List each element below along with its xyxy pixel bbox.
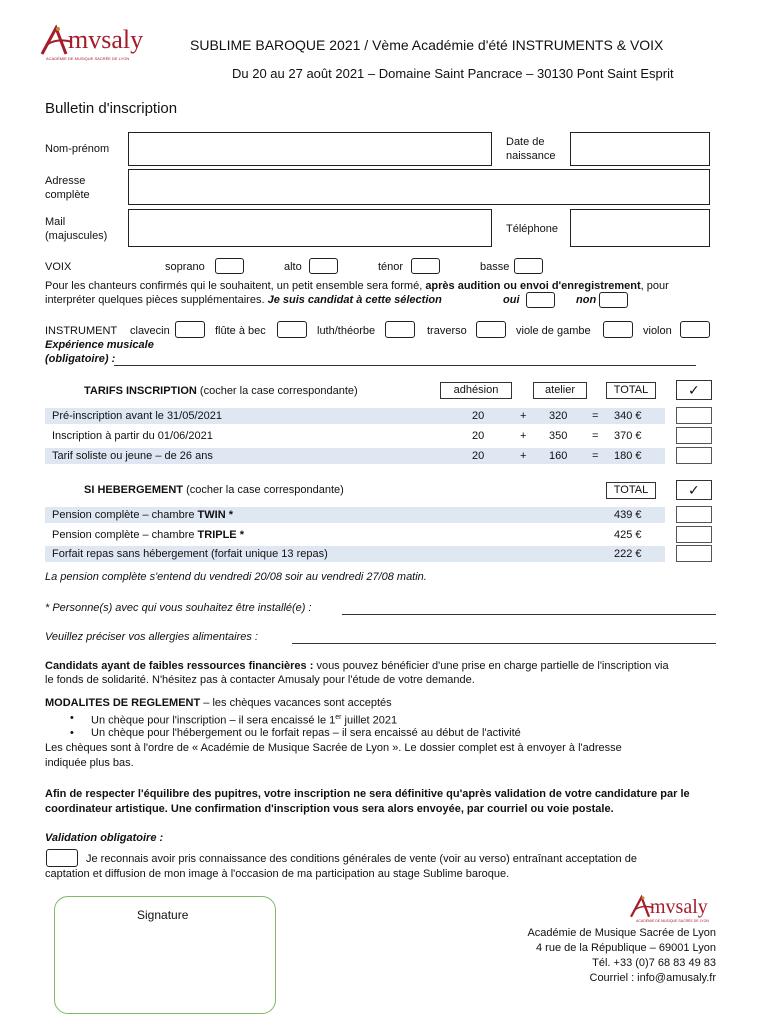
footer-logo-text: mvsaly [650, 896, 708, 918]
allergies-input-line[interactable] [292, 630, 716, 644]
address-line-2: 4 rue de la République – 69001 Lyon [535, 942, 716, 954]
voix-option-tenor: ténor [378, 261, 404, 273]
bullet-2-dot: • [70, 727, 74, 739]
instrument-viole-checkbox[interactable] [603, 321, 633, 338]
validation-checkbox[interactable] [46, 849, 78, 867]
tarif-row-3-plus: + [520, 450, 527, 462]
instrument-label: INSTRUMENT [45, 325, 118, 337]
heb-row-2-label [52, 527, 244, 543]
heb-row-2-total: 425 € [614, 529, 642, 541]
experience-label-1: Expérience musicale [45, 339, 154, 351]
tarif-row-2-plus: + [520, 430, 527, 442]
voix-option-basse: basse [480, 261, 510, 273]
page-title: SUBLIME BAROQUE 2021 / Vème Académie d'été INSTRUMENTS & VOIX [190, 37, 664, 53]
personne-label: * Personne(s) avec qui vous souhaitez être installé(e) : [45, 602, 312, 614]
candidats-line2: le fonds de solidarité. N'hésitez pas à contacter Amusaly pour l'étude de votre demande. [45, 674, 475, 686]
tarif-row-2-checkbox[interactable] [676, 427, 712, 444]
tarif-row-2-label: Inscription à partir du 01/06/2021 [52, 430, 213, 442]
form-title: Bulletin d'inscription [45, 100, 178, 117]
hebergement-title-bold: SI HEBERGEMENT [84, 484, 184, 496]
heb-row-2-label-b: TRIPLE * [197, 529, 244, 541]
heb-row-1-label-b: TWIN * [197, 509, 233, 521]
cheques-line2: indiquée plus bas. [45, 757, 134, 769]
modalites-bold: MODALITES DE REGLEMENT [45, 697, 201, 709]
selection-non-label: non [576, 294, 597, 306]
heb-row-3-total: 222 € [614, 548, 642, 560]
voix-basse-checkbox[interactable] [514, 258, 543, 274]
heb-row-2-label-a: Pension complète – chambre [52, 529, 198, 541]
tarif-row-2-adhesion: 20 [472, 430, 485, 442]
adresse-field[interactable] [128, 169, 710, 205]
page-subtitle: Du 20 au 27 août 2021 – Domaine Saint Pancrace – 30130 Pont Saint Esprit [232, 66, 674, 81]
tarifs-title-note: (cocher la case correspondante) [196, 385, 358, 397]
instrument-option-traverso: traverso [427, 325, 467, 337]
equilibre-line2: coordinateur artistique. Une confirmation d'inscription vous sera alors envoyée, par courriel ou voie postale. [45, 803, 614, 815]
adresse-label-1: Adresse [45, 175, 86, 187]
heb-row-1-checkbox[interactable] [676, 506, 712, 523]
heb-row-1-label-a: Pension complète – chambre [52, 509, 198, 521]
voix-note-2b: Je suis candidat à cette sélection [267, 294, 442, 306]
col-total-header: TOTAL [606, 382, 656, 399]
selection-oui-label: oui [503, 294, 520, 306]
tarifs-title-bold: TARIFS INSCRIPTION [84, 385, 197, 397]
heb-row-3-label-a: Forfait repas sans hébergement (forfait unique 13 repas) [52, 548, 328, 560]
checkmark-icon: ✓ [688, 382, 700, 398]
col-adhesion-header: adhésion [440, 382, 512, 399]
instrument-option-flute: flûte à bec [215, 325, 266, 337]
tarif-row-3-adhesion: 20 [472, 450, 485, 462]
instrument-option-viole: viole de gambe [516, 325, 591, 337]
tarif-row-3-checkbox[interactable] [676, 447, 712, 464]
pension-note: La pension complète s'entend du vendredi 20/08 soir au vendredi 27/08 matin. [45, 571, 427, 583]
bullet-1-dot: • [70, 712, 74, 724]
voix-tenor-checkbox[interactable] [411, 258, 440, 274]
heb-col-total-header: TOTAL [606, 482, 656, 499]
address-line-4[interactable]: Courriel : info@amusaly.fr [589, 972, 716, 984]
tarif-row-1-adhesion: 20 [472, 410, 485, 422]
adresse-label-2: complète [45, 189, 90, 201]
voix-note-1b: après audition ou envoi d'enregistrement [425, 280, 641, 292]
equilibre-line1: Afin de respecter l'équilibre des pupitres, votre inscription ne sera définitive qu'après validation de votre candidature par le [45, 788, 690, 800]
modalites-rest: – les chèques vacances sont acceptés [200, 697, 392, 709]
nom-label: Nom-prénom [45, 143, 110, 155]
instrument-option-clavecin: clavecin [130, 325, 170, 337]
date-label-1: Date de [506, 136, 545, 148]
tarif-row-1-eq: = [592, 410, 599, 422]
voix-option-soprano: soprano [165, 261, 205, 273]
instrument-clavecin-checkbox[interactable] [175, 321, 205, 338]
tarif-row-3-total: 180 € [614, 450, 642, 462]
date-field[interactable] [570, 132, 710, 166]
tarif-row-2-atelier: 350 [549, 430, 568, 442]
candidats-bold: Candidats ayant de faibles ressources financières : [45, 660, 314, 672]
tel-label: Téléphone [506, 223, 558, 235]
tarif-row-1-total: 340 € [614, 410, 642, 422]
voix-label: VOIX [45, 261, 72, 273]
tarif-row-3-atelier: 160 [549, 450, 568, 462]
selection-non-checkbox[interactable] [599, 292, 628, 308]
signature-label: Signature [137, 908, 189, 922]
selection-oui-checkbox[interactable] [526, 292, 555, 308]
footer-address [527, 926, 716, 986]
experience-label-2: (obligatoire) : [45, 353, 116, 365]
voix-note-1a: Pour les chanteurs confirmés qui le souhaitent, un petit ensemble sera formé, [45, 280, 426, 292]
voix-note-line2 [45, 293, 442, 307]
bullet-1a: Un chèque pour l'inscription – il sera encaissé le 1 [91, 714, 336, 727]
date-label-2: naissance [506, 150, 556, 162]
address-line-1: Académie de Musique Sacrée de Lyon [527, 927, 716, 939]
personne-input-line[interactable] [342, 601, 716, 615]
tarif-row-1-checkbox[interactable] [676, 407, 712, 424]
tel-field[interactable] [570, 209, 710, 247]
tarif-row-1-label: Pré-inscription avant le 31/05/2021 [52, 410, 222, 422]
modalites-line [45, 696, 392, 710]
tarif-row-1-atelier: 320 [549, 410, 568, 422]
checkmark-icon: ✓ [688, 482, 700, 498]
tarifs-title [84, 384, 358, 398]
tarif-row-3-label: Tarif soliste ou jeune – de 26 ans [52, 450, 213, 462]
instrument-flute-checkbox[interactable] [277, 321, 307, 338]
heb-row-3-checkbox[interactable] [676, 545, 712, 562]
cheques-line1: Les chèques sont à l'ordre de « Académie de Musique Sacrée de Lyon ». Le dossier complet est à envoyer à l'adresse [45, 742, 622, 754]
logo-text: mvsaly [68, 25, 144, 54]
nom-field[interactable] [128, 132, 492, 166]
bullet-1b: juillet 2021 [341, 714, 398, 727]
voix-note-line1 [45, 279, 669, 293]
heb-row-3-label [52, 546, 328, 562]
allergies-label: Veuillez préciser vos allergies alimentaires : [45, 631, 258, 643]
footer-logo [628, 894, 728, 928]
validation-line2: captation et diffusion de mon image à l'occasion de ma participation au stage Sublime baroque. [45, 868, 510, 880]
instrument-option-luth: luth/théorbe [317, 325, 376, 337]
instrument-option-violon: violon [643, 325, 672, 337]
instrument-luth-checkbox[interactable] [385, 321, 415, 338]
logo-tagline: ACADÉMIE DE MUSIQUE SACRÉE DE LYON [46, 56, 130, 61]
heb-row-1-label [52, 507, 233, 523]
tarif-row-1-plus: + [520, 410, 527, 422]
bullet-1-sup: er [335, 714, 342, 721]
voix-note-2a: interpréter quelques pièces supplémentaires. [45, 294, 268, 306]
header-logo [38, 24, 158, 64]
voix-alto-checkbox[interactable] [309, 258, 338, 274]
candidats-line1 [45, 659, 669, 673]
validation-line1: Je reconnais avoir pris connaissance des conditions générales de vente (voir au verso) entraînant acceptation de [86, 853, 637, 865]
validation-title: Validation obligatoire : [45, 832, 164, 844]
voix-soprano-checkbox[interactable] [215, 258, 244, 274]
mail-label-1: Mail [45, 216, 66, 228]
instrument-violon-checkbox[interactable] [680, 321, 710, 338]
tarif-row-3-eq: = [592, 450, 599, 462]
heb-row-1-total: 439 € [614, 509, 642, 521]
bullet-2-text: Un chèque pour l'hébergement ou le forfait repas – il sera encaissé au début de l'activité [91, 727, 521, 739]
hebergement-title [84, 483, 344, 497]
mail-field[interactable] [128, 209, 492, 247]
voix-option-alto: alto [284, 261, 302, 273]
experience-input-line[interactable] [114, 352, 696, 366]
instrument-traverso-checkbox[interactable] [476, 321, 506, 338]
heb-row-2-checkbox[interactable] [676, 526, 712, 543]
tarif-row-2-eq: = [592, 430, 599, 442]
address-line-3: Tél. +33 (0)7 68 83 49 83 [592, 957, 716, 969]
footer-logo-tagline: ACADÉMIE DE MUSIQUE SACRÉE DE LYON [636, 919, 709, 923]
voix-note-1c: , pour [640, 280, 669, 292]
candidats-rest: vous pouvez bénéficier d'une prise en charge partielle de l'inscription via [313, 660, 669, 672]
mail-label-2: (majuscules) [45, 230, 108, 242]
tarif-row-2-total: 370 € [614, 430, 642, 442]
heb-check-header [676, 480, 712, 500]
col-atelier-header: atelier [533, 382, 587, 399]
tarifs-check-header [676, 380, 712, 400]
hebergement-title-note: (cocher la case correspondante) [183, 484, 344, 496]
signature-box[interactable] [54, 896, 276, 1014]
